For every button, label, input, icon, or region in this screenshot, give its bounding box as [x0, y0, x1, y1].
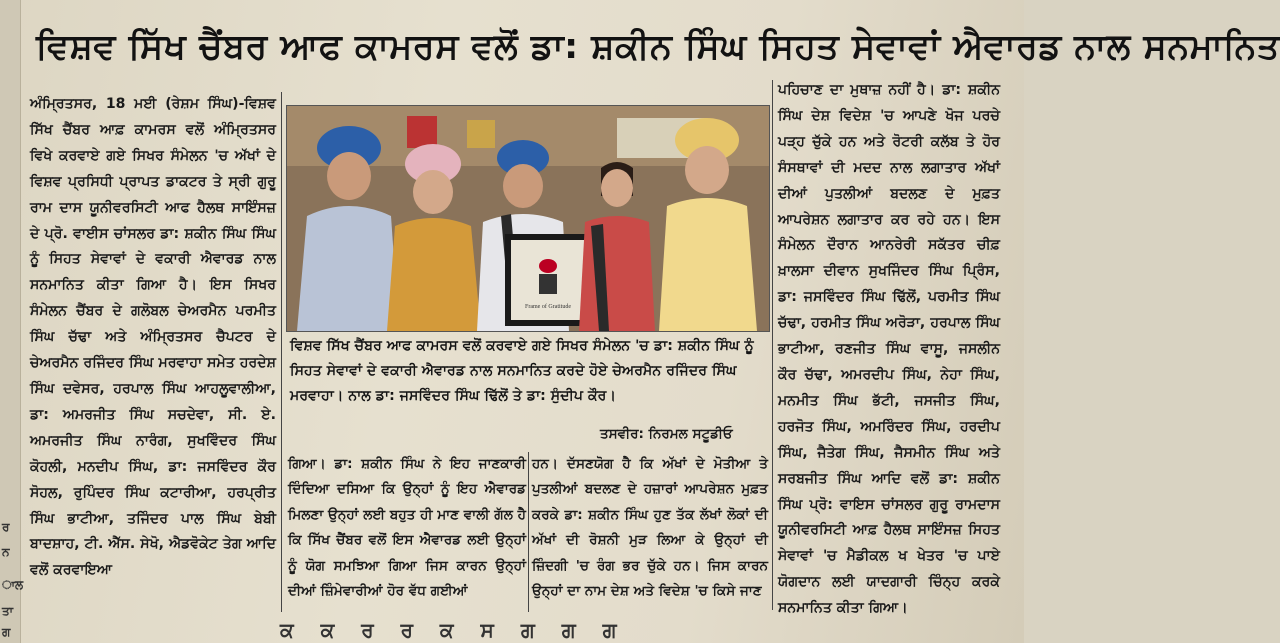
- strip-glyph: ਰ: [2, 520, 10, 534]
- strip-glyph: ਗ: [2, 625, 11, 639]
- photo-illustration: [287, 106, 769, 331]
- wall-plaque: [467, 120, 495, 148]
- article-column-4: [778, 78, 1000, 617]
- strip-glyph: ਨ: [2, 545, 10, 559]
- column-divider: [528, 452, 529, 612]
- headline: ਵਿਸ਼ਵ ਸਿੱਖ ਚੈਂਬਰ ਆਫ ਕਾਮਰਸ ਵਲੋਂ ਡਾ: ਸ਼ਕੀਨ ਸਿੰਘ ਸਿਹਤ ਸੇਵਾਵਾਂ ਐਵਾਰਡ ਨਾਲ ਸਨਮਾਨਿਤ: [36, 27, 1280, 67]
- face: [601, 169, 633, 207]
- strip-glyph: ਾਲ: [2, 578, 24, 592]
- shirt: [387, 218, 481, 331]
- article-column-2: [288, 452, 526, 612]
- article-column-3: [532, 452, 768, 612]
- shirt: [659, 198, 757, 331]
- column-2-text: ਗਿਆ। ਡਾ: ਸ਼ਕੀਨ ਸਿੰਘ ਨੇ ਇਹ ਜਾਣਕਾਰੀ ਦਿੰਦਿਆ ਦਸਿਆ ਕਿ ਉਨ੍ਹਾਂ ਨੂੰ ਇਹ ਐਵਾਰਡ ਮਿਲਣਾ ਉਨ੍ਹਾਂ ਲਈ ਬਹੁਤ ਹੀ ਮਾਣ ਵਾਲੀ ਗੱਲ ਹੈ ਕਿ ਸਿੱਖ ਚੈਂਬਰ ਵਲੋਂ ਇਸ ਐਵਾਰਡ ਲਈ ਉਨ੍ਹਾਂ ਨੂੰ ਯੋਗ ਸਮਝਿਆ ਗਿਆ ਜਿਸ ਕਾਰਨ ਉਨ੍ਹਾਂ ਦੀਆਂ ਜ਼ਿੰਮੇਵਾਰੀਆਂ ਹੋਰ ਵੱਧ ਗਈਆਂ: [288, 456, 526, 600]
- face: [685, 146, 729, 194]
- dupatta: [579, 216, 655, 331]
- news-photo: [286, 105, 770, 332]
- portrait-turban: [539, 259, 557, 273]
- face: [327, 152, 371, 200]
- face: [503, 164, 543, 208]
- next-article-cut-headline: ਕ ਕ ਰ ਰ ਕ ਸ ਗ ਗ ਗ: [280, 618, 627, 642]
- article-column-1: [30, 92, 276, 622]
- portrait-body: [539, 274, 557, 294]
- wall-plaque: [407, 116, 437, 148]
- column-4-text: ਪਹਿਚਾਣ ਦਾ ਮੁਥਾਜ਼ ਨਹੀਂ ਹੈ। ਡਾ: ਸ਼ਕੀਨ ਸਿੰਘ ਦੇਸ਼ ਵਿਦੇਸ਼ 'ਚ ਆਪਣੇ ਖੋਜ ਪਰਚੇ ਪੜ੍ਹ ਚੁੱਕੇ ਹਨ ਅਤੇ ਰੋਟਰੀ ਕਲੱਬ ਤੇ ਹੋਰ ਸੰਸਥਾਵਾਂ ਦੀ ਮਦਦ ਨਾਲ ਲਗਾਤਾਰ ਅੱਖਾਂ ਦੀਆਂ ਪੁਤਲੀਆਂ ਬਦਲਣ ਦੇ ਮੁਫ਼ਤ ਆਪਰੇਸ਼ਨ ਲਗਾਤਾਰ ਕਰ ਰਹੇ ਹਨ। ਇਸ ਸੰਮੇਲਨ ਦੌਰਾਨ ਆਨਰੇਰੀ ਸਕੱਤਰ ਚੀਫ਼ ਖ਼ਾਲਸਾ ਦੀਵਾਨ ਸੁਖਜਿੰਦਰ ਸਿੰਘ ਪ੍ਰਿੰਸ, ਡਾ: ਜਸਵਿੰਦਰ ਸਿੰਘ ਢਿੱਲੋਂ, ਪਰਮੀਤ ਸਿੰਘ ਚੱਢਾ, ਹਰਮੀਤ ਸਿੰਘ ਅਰੋੜਾ, ਹਰਪਾਲ ਸਿੰਘ ਭਾਟੀਆ, ਰਣਜੀਤ ਸਿੰਘ ਵਾਸੂ, ਜਸਲੀਨ ਕੌਰ ਚੱਢਾ, ਅਮਰਦੀਪ ਸਿੰਘ, ਨੇਹਾ ਸਿੰਘ, ਮਨਮੀਤ ਸਿੰਘ ਭੱਟੀ, ਜਸਜੀਤ ਸਿੰਘ, ਹਰਜੋਤ ਸਿੰਘ, ਅਮਰਿੰਦਰ ਸਿੰਘ, ਹਰਦੀਪ ਸਿੰਘ, ਜੈਤੇਗ ਸਿੰਘ, ਜੈਸਮੀਨ ਸਿੰਘ ਅਤੇ ਸਰਬਜੀਤ ਸਿੰਘ ਆਦਿ ਵਲੋਂ ਡਾ: ਸ਼ਕੀਨ ਸਿੰਘ ਪ੍ਰੋ: ਵਾਇਸ ਚਾਂਸਲਰ ਗੁਰੂ ਰਾਮਦਾਸ ਯੂਨੀਵਰਸਿਟੀ ਆਫ਼ ਹੈਲਥ ਸਾਇੰਸਜ਼ ਸਿਹਤ ਸੇਵਾਵਾਂ 'ਚ ਮੈਡੀਕਲ ਖ ਖੇਤਰ 'ਚ ਪਾਏ ਯੋਗਦਾਨ ਲਈ ਯਾਦਗਾਰੀ ਚਿੰਨ੍ਹ ਕਰਕੇ ਸਨਮਾਨਿਤ ਕੀਤਾ ਗਿਆ।: [778, 82, 1000, 617]
- strip-glyph: ਤਾ: [2, 604, 14, 618]
- award-frame: [505, 234, 591, 326]
- adjacent-column-strip: [0, 0, 24, 643]
- frame-caption: Frame of Gratitude: [525, 304, 571, 310]
- column-divider: [281, 92, 282, 612]
- column-divider: [772, 80, 773, 610]
- face: [413, 170, 453, 214]
- shirt: [297, 206, 399, 331]
- photo-credit: ਤਸਵੀਰ: ਨਿਰਮਲ ਸਟੂਡੀਓ: [600, 426, 733, 442]
- photo-caption: ਵਿਸ਼ਵ ਸਿੱਖ ਚੈਂਬਰ ਆਫ ਕਾਮਰਸ ਵਲੋਂ ਕਰਵਾਏ ਗਏ ਸਿਖਰ ਸੰਮੇਲਨ 'ਚ ਡਾ: ਸ਼ਕੀਨ ਸਿੰਘ ਨੂੰ ਸਿਹਤ ਸੇਵਾਵਾਂ ਦੇ ਵਕਾਰੀ ਐਵਾਰਡ ਨਾਲ ਸਨਮਾਨਿਤ ਕਰਦੇ ਹੋਏ ਚੇਅਰਮੈਨ ਰਜਿੰਦਰ ਸਿੰਘ ਮਰਵਾਹਾ। ਨਾਲ ਡਾ: ਜਸਵਿੰਦਰ ਸਿੰਘ ਢਿੱਲੋਂ ਤੇ ਡਾ: ਸੁੰਦੀਪ ਕੌਰ।: [290, 338, 754, 404]
- column-3-text: ਹਨ। ਦੱਸਣਯੋਗ ਹੈ ਕਿ ਅੱਖਾਂ ਦੇ ਮੋਤੀਆ ਤੇ ਪੁਤਲੀਆਂ ਬਦਲਣ ਦੇ ਹਜ਼ਾਰਾਂ ਆਪਰੇਸ਼ਨ ਮੁਫ਼ਤ ਕਰਕੇ ਡਾ: ਸ਼ਕੀਨ ਸਿੰਘ ਹੁਣ ਤੱਕ ਲੱਖਾਂ ਲੋਕਾਂ ਦੀ ਅੱਖਾਂ ਦੀ ਰੋਸ਼ਨੀ ਮੁੜ ਲਿਆ ਕੇ ਉਨ੍ਹਾਂ ਦੀ ਜ਼ਿੰਦਗੀ 'ਚ ਰੰਗ ਭਰ ਚੁੱਕੇ ਹਨ। ਜਿਸ ਕਾਰਨ ਉਨ੍ਹਾਂ ਦਾ ਨਾਮ ਦੇਸ਼ ਅਤੇ ਵਿਦੇਸ਼ 'ਚ ਕਿਸੇ ਜਾਣ: [532, 456, 768, 600]
- column-1-text: ਅੰਮ੍ਰਿਤਸਰ, 18 ਮਈ (ਰੇਸ਼ਮ ਸਿੰਘ)-ਵਿਸ਼ਵ ਸਿੱਖ ਚੈਂਬਰ ਆਫ਼ ਕਾਮਰਸ ਵਲੋਂ ਅੰਮ੍ਰਿਤਸਰ ਵਿਖੇ ਕਰਵਾਏ ਗਏ ਸਿਖਰ ਸੰਮੇਲਨ 'ਚ ਅੱਖਾਂ ਦੇ ਵਿਸ਼ਵ ਪ੍ਰਸਿਧੀ ਪ੍ਰਾਪਤ ਡਾਕਟਰ ਤੇ ਸ੍ਰੀ ਗੁਰੂ ਰਾਮ ਦਾਸ ਯੂਨੀਵਰਸਿਟੀ ਆਫ ਹੈਲਥ ਸਾਇੰਸਜ਼ ਦੇ ਪ੍ਰੋ. ਵਾਈਸ ਚਾਂਸਲਰ ਡਾ: ਸ਼ਕੀਨ ਸਿੰਘ ਸਿੰਘ ਨੂੰ ਸਿਹਤ ਸੇਵਾਵਾਂ ਦੇ ਵਕਾਰੀ ਐਵਾਰਡ ਨਾਲ ਸਨਮਾਨਿਤ ਕੀਤਾ ਗਿਆ ਹੈ। ਇਸ ਸਿਖਰ ਸੰਮੇਲਨ ਚੈਂਬਰ ਦੇ ਗਲੋਬਲ ਚੇਅਰਮੈਨ ਪਰਮੀਤ ਸਿੰਘ ਚੱਢਾ ਅਤੇ ਅੰਮ੍ਰਿਤਸਰ ਚੈਪਟਰ ਦੇ ਚੇਅਰਮੈਨ ਰਜਿੰਦਰ ਸਿੰਘ ਮਰਵਾਹਾ ਸਮੇਤ ਹਰਦੇਸ਼ ਸਿੰਘ ਦਵੇਸਰ, ਹਰਪਾਲ ਸਿੰਘ ਆਹਲੂਵਾਲੀਆ, ਡਾ: ਅਮਰਜੀਤ ਸਿੰਘ ਸਚਦੇਵਾ, ਸੀ. ਏ. ਅਮਰਜੀਤ ਸਿੰਘ ਨਾਰੰਗ, ਸੁਖਵਿੰਦਰ ਸਿੰਘ ਕੋਹਲੀ, ਮਨਦੀਪ ਸਿੰਘ, ਡਾ: ਜਸਵਿੰਦਰ ਕੌਰ ਸੋਹਲ, ਰੁਪਿੰਦਰ ਸਿੰਘ ਕਟਾਰੀਆ, ਹਰਪ੍ਰੀਤ ਸਿੰਘ ਭਾਟੀਆ, ਤਜਿੰਦਰ ਪਾਲ ਸਿੰਘ ਬੇਬੀ ਬਾਦਸ਼ਾਹ, ਟੀ. ਐੱਸ. ਸੇਖੋ, ਐਡਵੋਕੇਟ ਤੇਗ ਆਦਿ ਵਲੋਂ ਕਰਵਾਇਆ: [30, 96, 276, 579]
